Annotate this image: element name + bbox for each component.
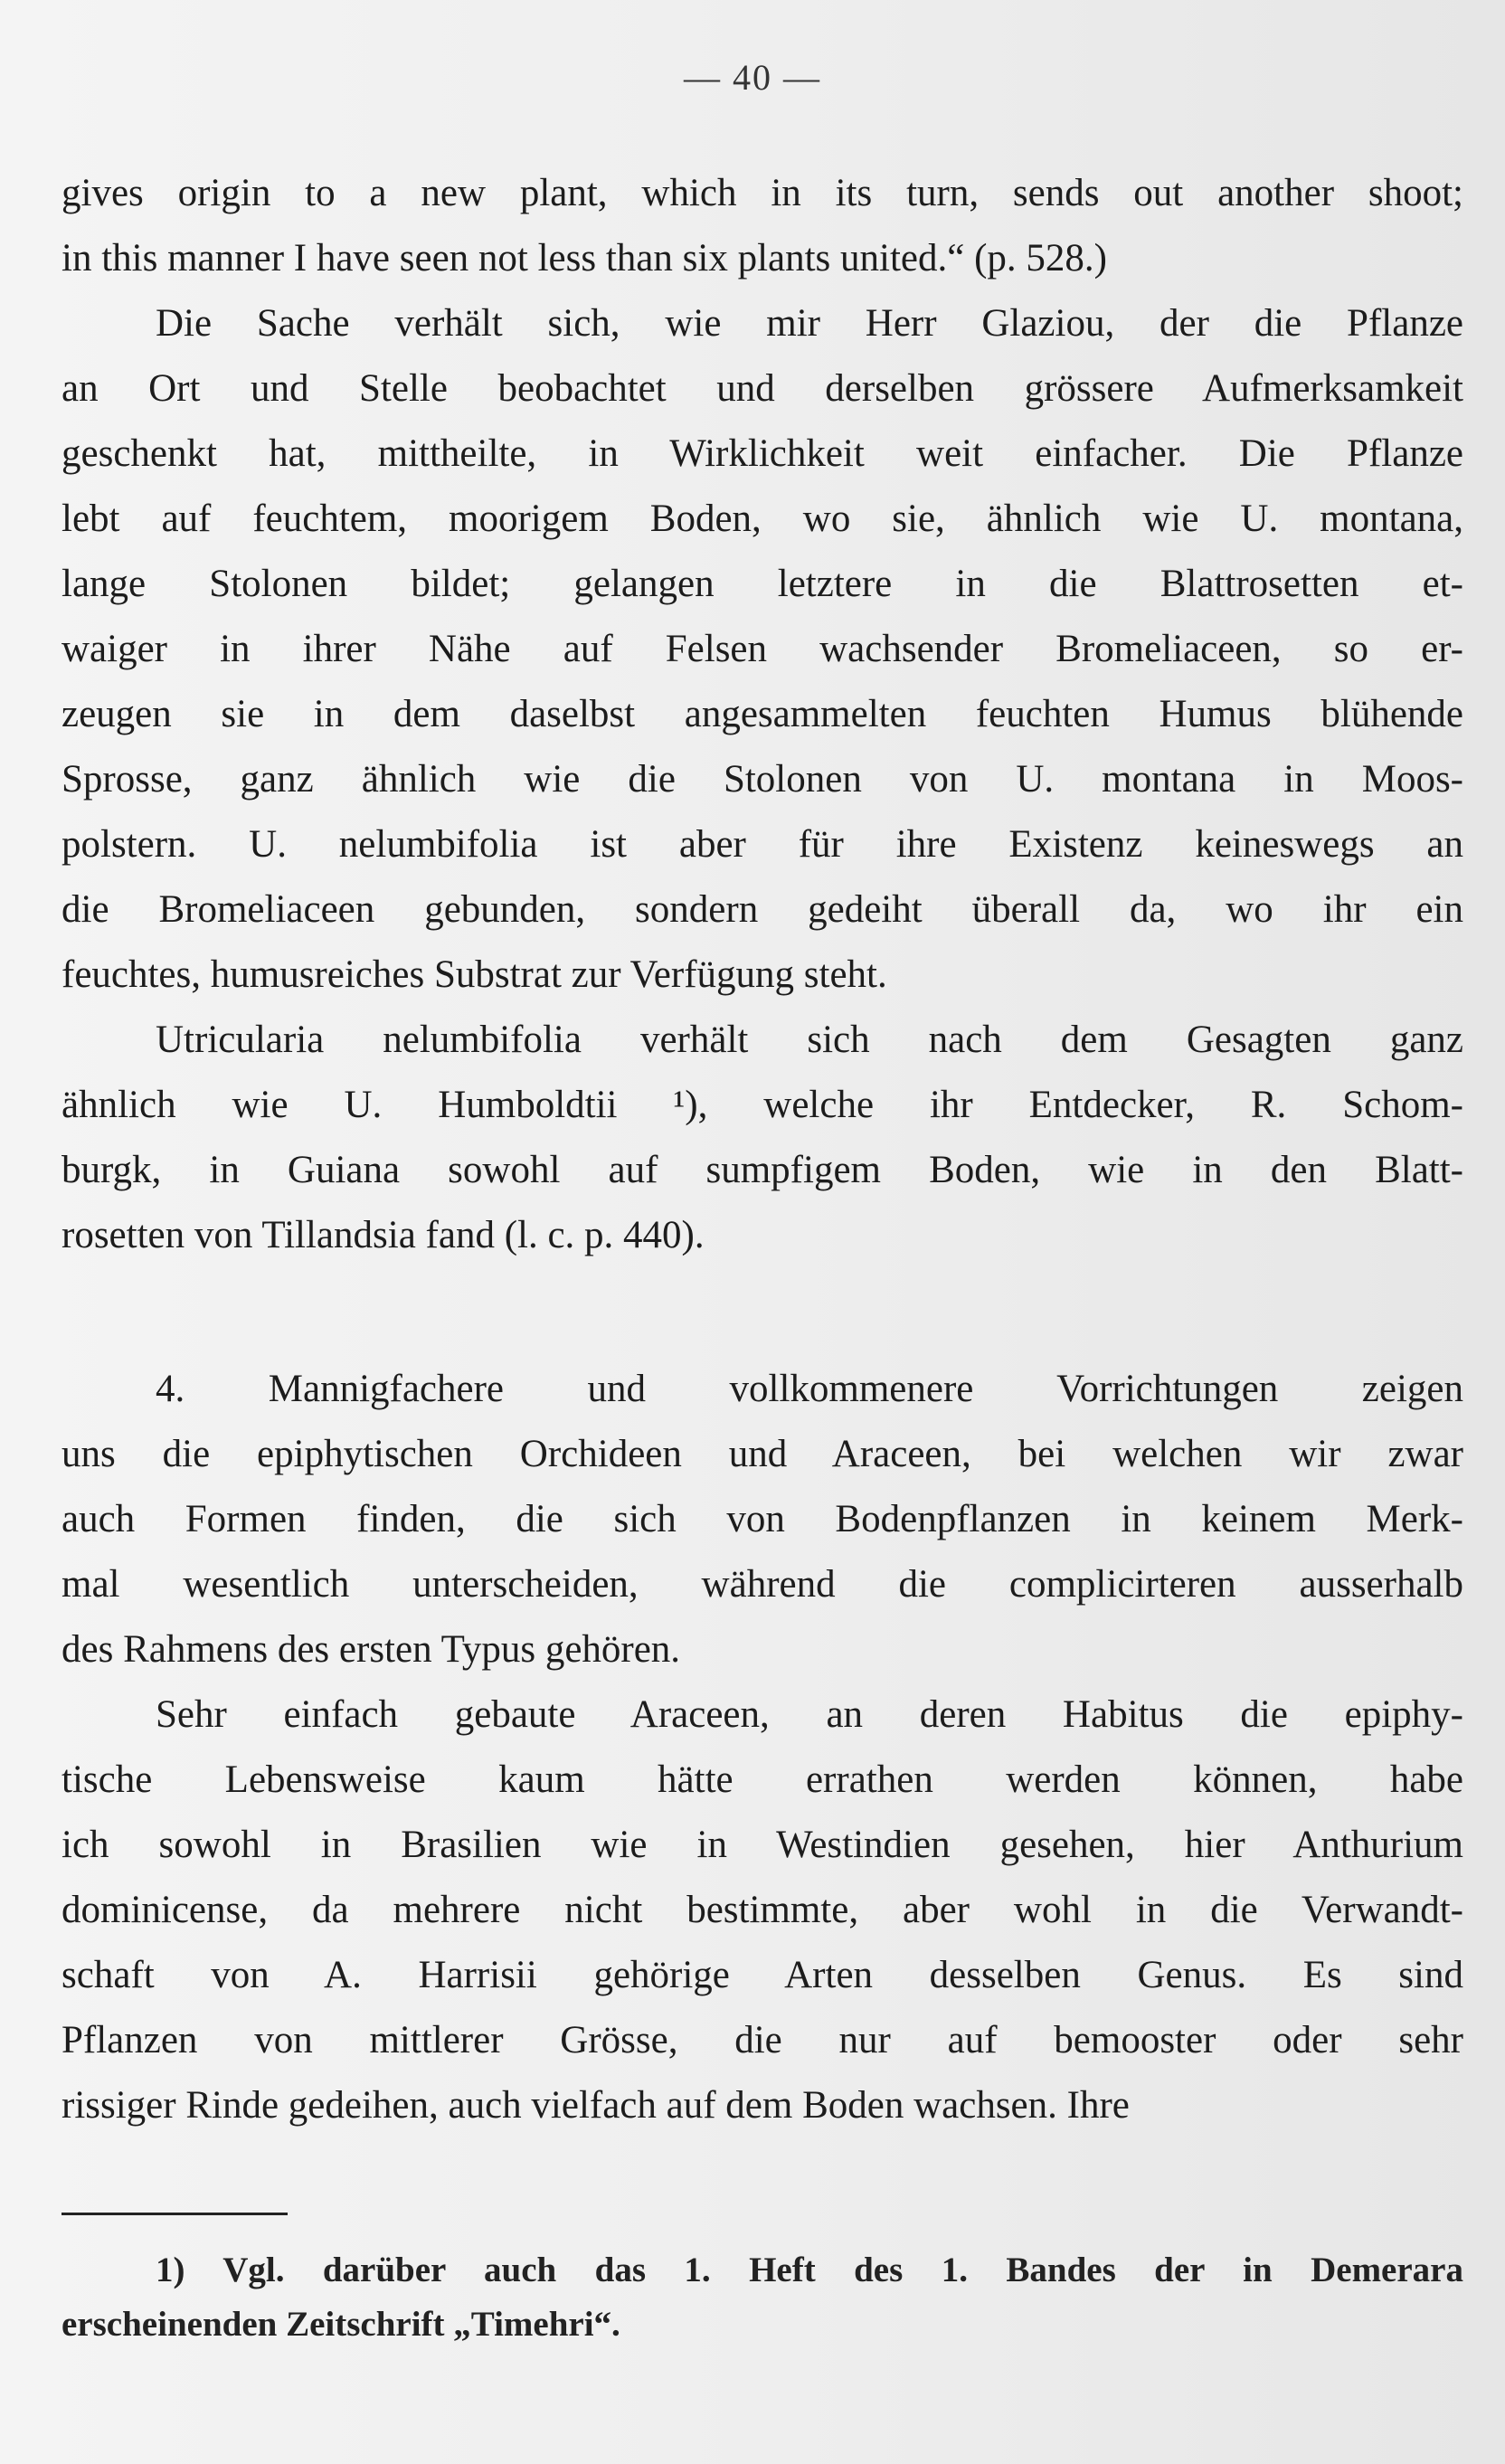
text-line: rissiger Rinde gedeihen, auch vielfach auf dem Boden wachsen. Ihre <box>62 2084 1130 2127</box>
footnote-line: 1) Vgl. darüber auch das 1. Heft des 1. Bandes der in Demerara <box>156 2251 1463 2289</box>
paragraph <box>62 1357 1463 1682</box>
text-line: dominicense, da mehrere nicht bestimmte, aber wohl in die Verwandt- <box>62 1889 1463 1931</box>
footnote-line: erscheinenden Zeitschrift „Timehri“. <box>62 2305 620 2344</box>
text-line: geschenkt hat, mittheilte, in Wirklichkeit weit einfacher. Die Pflanze <box>62 432 1463 475</box>
text-line: Die Sache verhält sich, wie mir Herr Glaziou, der die Pflanze <box>156 302 1463 345</box>
text-line: an Ort und Stelle beobachtet und derselben grössere Aufmerksamkeit <box>62 367 1463 410</box>
text-line: mal wesentlich unterscheiden, während die complicirteren ausserhalb <box>62 1563 1463 1606</box>
text-line: gives origin to a new plant, which in its turn, sends out another shoot; <box>62 172 1463 214</box>
text-line: 4. Mannigfachere und vollkommenere Vorrichtungen zeigen <box>156 1368 1463 1410</box>
text-line: feuchtes, humusreiches Substrat zur Verfügung steht. <box>62 953 887 996</box>
text-line: in this manner I have seen not less than six plants united.“ (p. 528.) <box>62 237 1107 280</box>
text-line: Utricularia nelumbifolia verhält sich nach dem Gesagten ganz <box>156 1019 1463 1061</box>
text-line: Pflanzen von mittlerer Grösse, die nur auf bemooster oder sehr <box>62 2019 1463 2061</box>
text-line: lange Stolonen bildet; gelangen letztere in die Blattrosetten et- <box>62 563 1463 605</box>
text-line: Sehr einfach gebaute Araceen, an deren Habitus die epiphy- <box>156 1693 1463 1736</box>
text-line: rosetten von Tillandsia fand (l. c. p. 440). <box>62 1214 705 1256</box>
paragraph <box>62 291 1463 1008</box>
text-line: des Rahmens des ersten Typus gehören. <box>62 1628 681 1671</box>
text-line: die Bromeliaceen gebunden, sondern gedeiht überall da, wo ihr ein <box>62 888 1463 931</box>
paragraph <box>62 1682 1463 2138</box>
text-line: waiger in ihrer Nähe auf Felsen wachsender Bromeliaceen, so er- <box>62 628 1463 670</box>
text-line: uns die epiphytischen Orchideen und Araceen, bei welchen wir zwar <box>62 1433 1463 1475</box>
text-line: schaft von A. Harrisii gehörige Arten desselben Genus. Es sind <box>62 1954 1463 1996</box>
text-line: zeugen sie in dem daselbst angesammelten feuchten Humus blühende <box>62 693 1463 735</box>
page-number: — 40 — <box>684 57 821 98</box>
text-line: polstern. U. nelumbifolia ist aber für ihre Existenz keineswegs an <box>62 823 1463 866</box>
text-line: Sprosse, ganz ähnlich wie die Stolonen von U. montana in Moos- <box>62 758 1463 801</box>
text-line: ich sowohl in Brasilien wie in Westindien gesehen, hier Anthurium <box>62 1824 1463 1866</box>
text-block-section-4 <box>62 1357 1463 2138</box>
footnote <box>62 2243 1463 2352</box>
text-line: tische Lebensweise kaum hätte errathen werden können, habe <box>62 1758 1463 1801</box>
paragraph <box>62 1008 1463 1268</box>
paragraph <box>62 161 1463 291</box>
text-block-top <box>62 161 1463 1268</box>
text-line: burgk, in Guiana sowohl auf sumpfigem Boden, wie in den Blatt- <box>62 1149 1463 1191</box>
text-line: auch Formen finden, die sich von Bodenpflanzen in keinem Merk- <box>62 1498 1463 1540</box>
footnote-rule <box>62 2213 288 2215</box>
text-line: lebt auf feuchtem, moorigem Boden, wo sie, ähnlich wie U. montana, <box>62 498 1463 540</box>
text-line: ähnlich wie U. Humboldtii ¹), welche ihr Entdecker, R. Schom- <box>62 1084 1463 1126</box>
